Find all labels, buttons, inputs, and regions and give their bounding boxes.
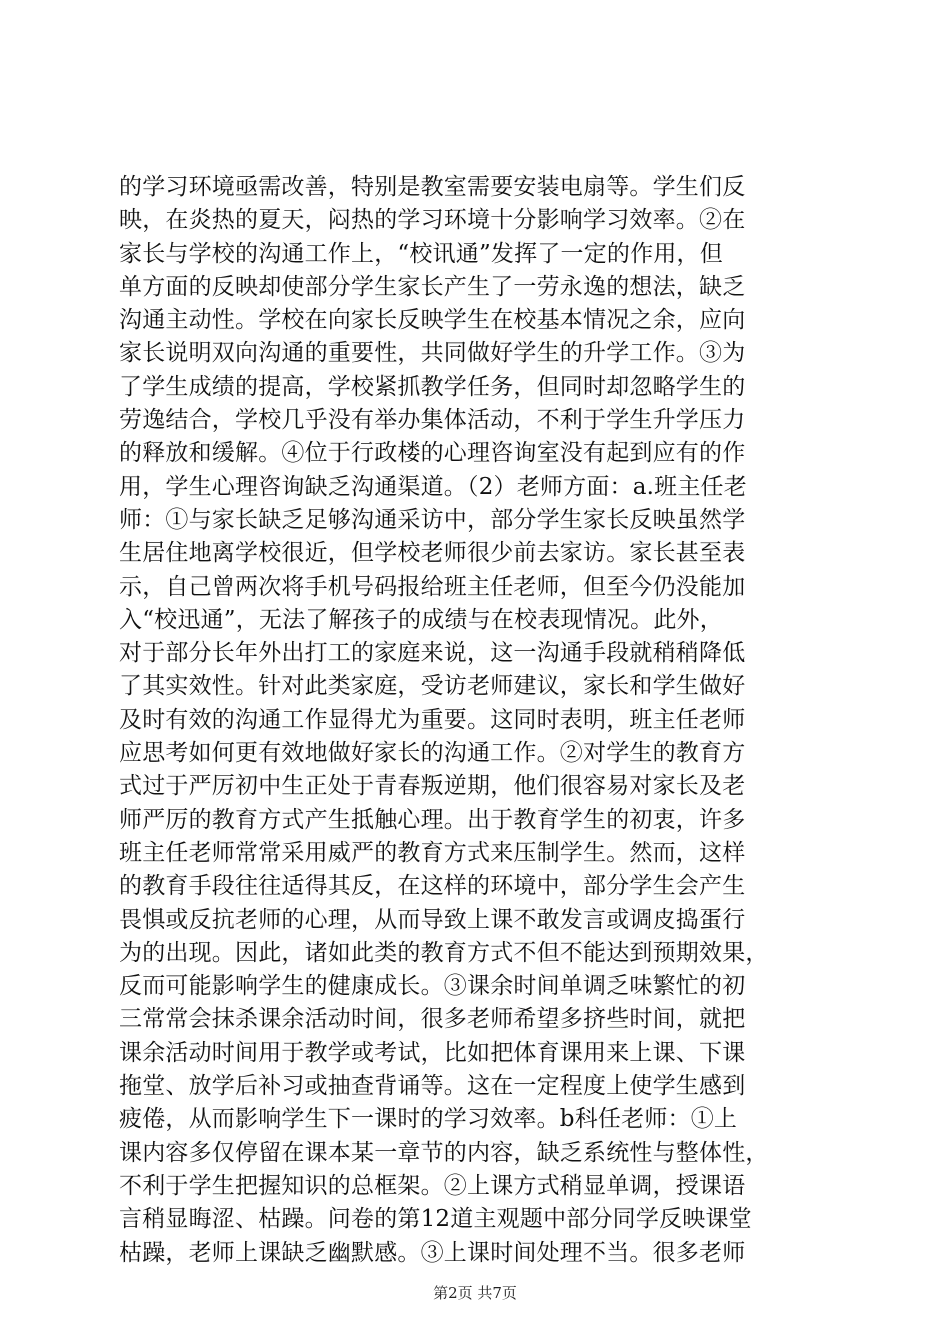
text-line: 的学习环境亟需改善，特别是教室需要安装电扇等。学生们反 bbox=[119, 174, 746, 200]
text-line: 式过于严厉初中生正处于青春叛逆期，他们很容易对家长及老 bbox=[119, 773, 746, 800]
text-line: 示，自己曾两次将手机号码报给班主任老师，但至今仍没能加 bbox=[119, 573, 746, 600]
text-line: 师：①与家长缺乏足够沟通采访中，部分学生家长反映虽然学 bbox=[119, 506, 746, 533]
text-line: 师严厉的教育方式产生抵触心理。出于教育学生的初衷，许多 bbox=[119, 806, 746, 833]
text-line: 枯躁，老师上课缺乏幽默感。③上课时间处理不当。很多老师 bbox=[119, 1239, 746, 1266]
text-line: 家长与学校的沟通工作上，“校讯通”发挥了一定的作用，但 bbox=[119, 240, 723, 267]
text-line: 家长说明双向沟通的重要性，共同做好学生的升学工作。③为 bbox=[119, 340, 746, 367]
text-line: 班主任老师常常采用威严的教育方式来压制学生。然而，这样 bbox=[119, 839, 746, 866]
text-line: 应思考如何更有效地做好家长的沟通工作。②对学生的教育方 bbox=[119, 740, 746, 767]
text-line: 及时有效的沟通工作显得尤为重要。这同时表明，班主任老师 bbox=[119, 706, 746, 733]
text-line: 疲倦，从而影响学生下一课时的学习效率。b科任老师：①上 bbox=[119, 1106, 738, 1133]
text-line: 不利于学生把握知识的总框架。②上课方式稍显单调，授课语 bbox=[119, 1172, 746, 1199]
text-line: 单方面的反映却使部分学生家长产生了一劳永逸的想法，缺乏 bbox=[119, 273, 746, 300]
text-line: 映，在炎热的夏天，闷热的学习环境十分影响学习效率。②在 bbox=[119, 207, 746, 234]
text-line: 三常常会抹杀课余活动时间，很多老师希望多挤些时间，就把 bbox=[119, 1006, 746, 1033]
text-line: 了其实效性。针对此类家庭，受访老师建议，家长和学生做好 bbox=[119, 673, 746, 700]
text-line: 对于部分长年外出打工的家庭来说，这一沟通手段就稍稍降低 bbox=[119, 640, 746, 667]
text-line: 课内容多仅停留在课本某一章节的内容，缺乏系统性与整体性， bbox=[119, 1139, 769, 1166]
text-line: 为的出现。因此，诸如此类的教育方式不但不能达到预期效果， bbox=[119, 939, 769, 966]
text-line: 沟通主动性。学校在向家长反映学生在校基本情况之余，应向 bbox=[119, 307, 746, 334]
text-line: 的释放和缓解。④位于行政楼的心理咨询室没有起到应有的作 bbox=[119, 440, 746, 467]
text-line: 拖堂、放学后补习或抽查背诵等。这在一定程度上使学生感到 bbox=[119, 1073, 746, 1100]
text-line: 入“校迅通”，无法了解孩子的成绩与在校表现情况。此外， bbox=[119, 606, 723, 633]
text-line: 劳逸结合，学校几乎没有举办集体活动，不利于学生升学压力 bbox=[119, 407, 746, 434]
text-line: 课余活动时间用于教学或考试，比如把体育课用来上课、下课 bbox=[119, 1039, 746, 1066]
text-line: 反而可能影响学生的健康成长。③课余时间单调乏味繁忙的初 bbox=[119, 973, 746, 1000]
text-line: 了学生成绩的提高，学校紧抓教学任务，但同时却忽略学生的 bbox=[119, 373, 746, 400]
body-text bbox=[119, 171, 835, 1270]
text-line: 用，学生心理咨询缺乏沟通渠道。（2）老师方面：a.班主任老 bbox=[119, 473, 747, 500]
text-line: 生居住地离学校很近，但学校老师很少前去家访。家长甚至表 bbox=[119, 540, 746, 567]
page-footer: 第2页 共7页 bbox=[433, 1284, 517, 1302]
text-line: 言稍显晦涩、枯躁。问卷的第12道主观题中部分同学反映课堂 bbox=[119, 1206, 752, 1233]
text-line: 的教育手段往往适得其反，在这样的环境中，部分学生会产生 bbox=[119, 873, 746, 900]
text-line: 畏惧或反抗老师的心理，从而导致上课不敢发言或调皮捣蛋行 bbox=[119, 906, 746, 933]
